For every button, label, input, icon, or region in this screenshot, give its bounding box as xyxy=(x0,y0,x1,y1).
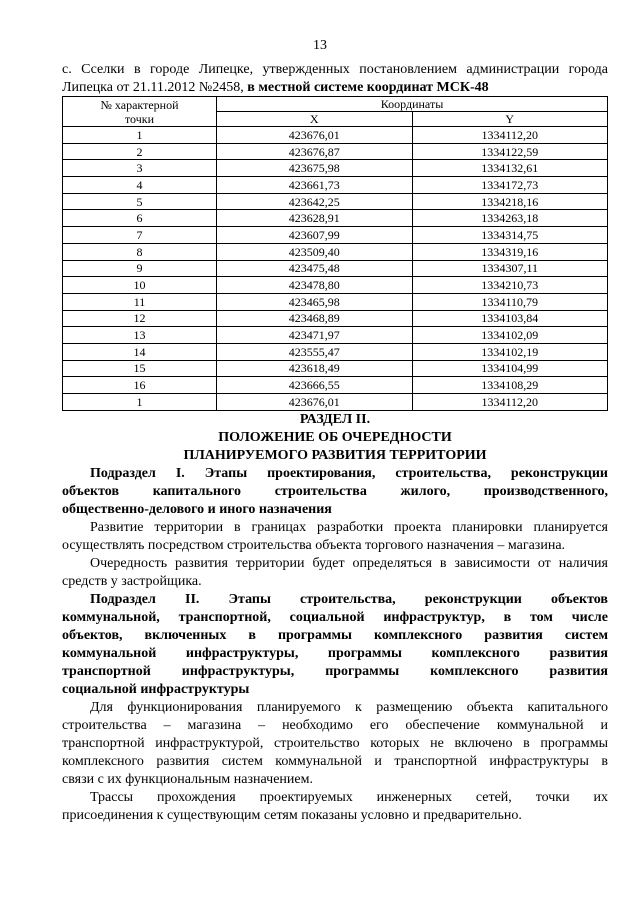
cell-x: 423628,91 xyxy=(217,210,413,227)
cell-y: 1334110,79 xyxy=(412,293,608,310)
paragraph-infrastructure xyxy=(62,699,608,789)
subsection-2-line: коммунальной инфраструктуры, программы комплексного развития xyxy=(62,646,608,661)
coordinates-table xyxy=(62,96,608,411)
cell-point-number: 16 xyxy=(63,377,217,394)
cell-x: 423478,80 xyxy=(217,277,413,294)
cell-x: 423618,49 xyxy=(217,360,413,377)
table-row xyxy=(63,360,608,377)
cell-point-number: 12 xyxy=(63,310,217,327)
cell-y: 1334307,11 xyxy=(412,260,608,277)
cell-point-number: 13 xyxy=(63,327,217,344)
table-row xyxy=(63,377,608,394)
table-row xyxy=(63,327,608,344)
cell-x: 423666,55 xyxy=(217,377,413,394)
table-row xyxy=(63,227,608,244)
cell-point-number: 11 xyxy=(63,293,217,310)
paragraph-line: Развитие территории в границах разработки проекта планировки планируется xyxy=(90,520,608,535)
cell-point-number: 4 xyxy=(63,177,217,194)
table-row xyxy=(63,210,608,227)
cell-y: 1334172,73 xyxy=(412,177,608,194)
cell-x: 423642,25 xyxy=(217,193,413,210)
cell-y: 1334210,73 xyxy=(412,277,608,294)
cell-x: 423676,01 xyxy=(217,127,413,144)
cell-y: 1334263,18 xyxy=(412,210,608,227)
column-header-coordinates: Координаты xyxy=(217,97,608,112)
cell-x: 423661,73 xyxy=(217,177,413,194)
table-row xyxy=(63,310,608,327)
intro-line-2 xyxy=(62,79,608,97)
paragraph-line: комплексного развития систем коммунальной и транспортной инфраструктуры в xyxy=(62,754,608,769)
paragraph-line: средств у застройщика. xyxy=(62,574,202,589)
cell-x: 423555,47 xyxy=(217,343,413,360)
paragraph-networks xyxy=(62,789,608,825)
column-header-point-number-line1: № характерной xyxy=(100,97,179,112)
paragraph-line: осуществлять посредством строительства объекта торгового назначения – магазина. xyxy=(62,538,566,553)
section-title: РАЗДЕЛ II. xyxy=(299,412,371,427)
subsection-2-line: Подраздел II. Этапы строительства, реконструкции объектов xyxy=(90,592,608,607)
column-header-x: X xyxy=(217,112,413,127)
cell-x: 423465,98 xyxy=(217,293,413,310)
cell-point-number: 6 xyxy=(63,210,217,227)
table-row xyxy=(63,177,608,194)
intro-line-2-text: Липецка от 21.11.2012 №2458, xyxy=(62,80,248,95)
cell-y: 1334314,75 xyxy=(412,227,608,244)
cell-x: 423676,87 xyxy=(217,143,413,160)
subsection-1-line: общественно-делового и иного назначения xyxy=(62,502,332,517)
table-row xyxy=(63,343,608,360)
section-heading-line-1: ПОЛОЖЕНИЕ ОБ ОЧЕРЕДНОСТИ xyxy=(218,430,452,445)
column-header-point-number-line2: точки xyxy=(124,111,155,126)
intro-line-1: с. Сселки в городе Липецке, утвержденных постановлением администрации города xyxy=(62,62,608,77)
paragraph-line: транспортной инфраструктурой, строительство которых не включено в программы xyxy=(62,736,608,751)
paragraph-line: Для функционирования планируемого к размещению объекта капитального xyxy=(90,700,608,715)
paragraph-line: связи с их функциональным назначением. xyxy=(62,772,313,787)
paragraph-line: строительства – магазина – необходимо его обеспечение коммунальной и xyxy=(62,718,608,733)
subsection-2-line: объектов, включенных в программы комплексного развития систем xyxy=(62,628,608,643)
cell-x: 423607,99 xyxy=(217,227,413,244)
intro-paragraph xyxy=(62,61,608,97)
section-heading-line-2: ПЛАНИРУЕМОГО РАЗВИТИЯ ТЕРРИТОРИИ xyxy=(183,448,487,463)
table-row xyxy=(63,193,608,210)
subsection-1-heading xyxy=(62,465,608,519)
cell-y: 1334102,09 xyxy=(412,327,608,344)
table-row xyxy=(63,394,608,411)
cell-x: 423509,40 xyxy=(217,243,413,260)
cell-y: 1334122,59 xyxy=(412,143,608,160)
section-ii xyxy=(62,411,608,825)
subsection-2-line: коммунальной, транспортной, социальной инфраструктур, в том числе xyxy=(62,610,608,625)
page-number: 13 xyxy=(313,38,327,53)
cell-point-number: 10 xyxy=(63,277,217,294)
cell-y: 1334218,16 xyxy=(412,193,608,210)
cell-point-number: 14 xyxy=(63,343,217,360)
cell-point-number: 5 xyxy=(63,193,217,210)
cell-x: 423676,01 xyxy=(217,394,413,411)
cell-y: 1334319,16 xyxy=(412,243,608,260)
table-row xyxy=(63,277,608,294)
table-row xyxy=(63,243,608,260)
subsection-2-line: социальной инфраструктуры xyxy=(62,682,250,697)
cell-x: 423475,48 xyxy=(217,260,413,277)
subsection-2-line: транспортной инфраструктуры, программы комплексного развития xyxy=(62,664,608,679)
subsection-1-line: объектов капитального строительства жилого, производственного, xyxy=(62,484,608,499)
cell-point-number: 1 xyxy=(63,394,217,411)
cell-y: 1334132,61 xyxy=(412,160,608,177)
coordinates-table-body xyxy=(63,127,608,411)
column-header-y: Y xyxy=(412,112,608,127)
table-row xyxy=(63,293,608,310)
cell-x: 423675,98 xyxy=(217,160,413,177)
subsection-1-line: Подраздел I. Этапы проектирования, строительства, реконструкции xyxy=(90,466,608,481)
cell-x: 423471,97 xyxy=(217,327,413,344)
cell-point-number: 9 xyxy=(63,260,217,277)
cell-x: 423468,89 xyxy=(217,310,413,327)
cell-y: 1334112,20 xyxy=(412,127,608,144)
cell-y: 1334112,20 xyxy=(412,394,608,411)
paragraph-line: Трассы прохождения проектируемых инженерных сетей, точки их xyxy=(90,790,608,805)
cell-y: 1334108,29 xyxy=(412,377,608,394)
coordinate-system-label: в местной системе координат МСК-48 xyxy=(247,80,489,95)
cell-y: 1334102,19 xyxy=(412,343,608,360)
paragraph-sequence xyxy=(62,555,608,591)
cell-point-number: 8 xyxy=(63,243,217,260)
paragraph-line: присоединения к существующим сетям показаны условно и предварительно. xyxy=(62,808,522,823)
table-row xyxy=(63,160,608,177)
cell-point-number: 7 xyxy=(63,227,217,244)
paragraph-line: Очередность развития территории будет определяться в зависимости от наличия xyxy=(90,556,608,571)
cell-y: 1334104,99 xyxy=(412,360,608,377)
table-row xyxy=(63,260,608,277)
cell-point-number: 3 xyxy=(63,160,217,177)
column-header-point-number xyxy=(63,97,217,127)
cell-point-number: 1 xyxy=(63,127,217,144)
cell-y: 1334103,84 xyxy=(412,310,608,327)
table-row xyxy=(63,127,608,144)
subsection-2-heading xyxy=(62,591,608,699)
paragraph-development xyxy=(62,519,608,555)
table-row xyxy=(63,143,608,160)
cell-point-number: 2 xyxy=(63,143,217,160)
cell-point-number: 15 xyxy=(63,360,217,377)
